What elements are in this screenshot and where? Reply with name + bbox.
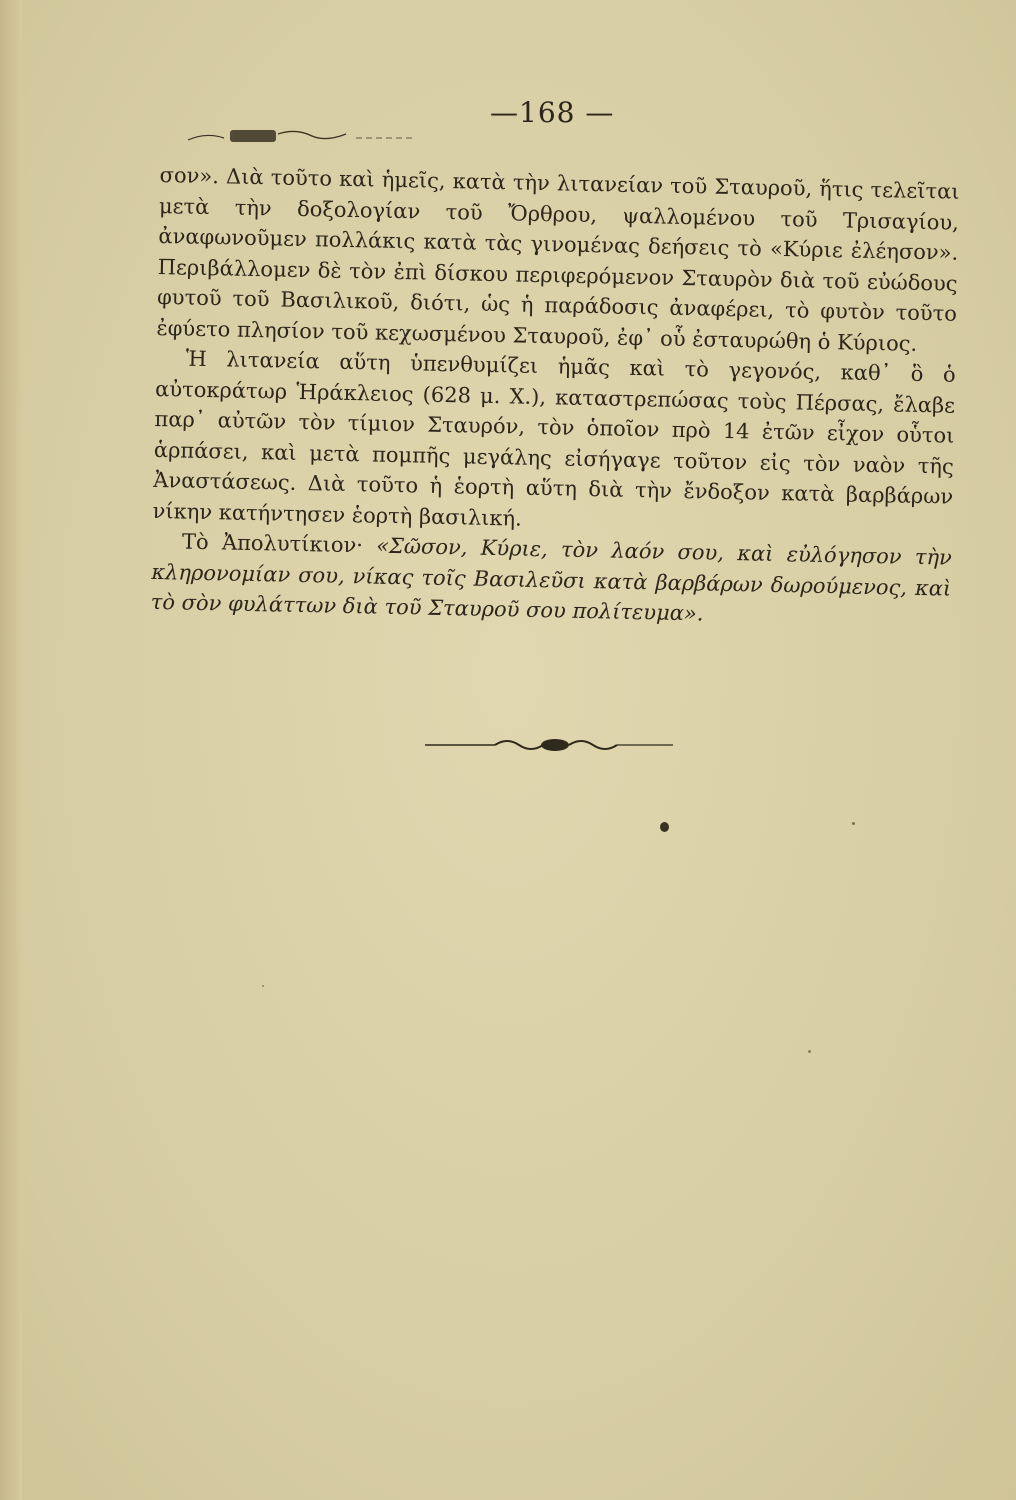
ink-speck [262,985,264,987]
ornament-scroll-icon [186,124,416,148]
page-number: —168 — [490,96,615,129]
ink-speck [852,822,855,825]
paragraph-heraclius: Ἡ λιτανεία αὕτη ὑπενθυμίζει ἡμᾶς καὶ τὸ γεγονός, καθ᾽ ὃ ὁ αὐτοκράτωρ Ἡράκλειος (628 μ. Χ.), καταστρεπώσας τοὺς Πέρσας, ἔλαβε παρ᾽ αὐτῶν τὸν τίμιον Σταυρόν, τὸν ὁποῖον πρὸ 14 ἐτῶν εἶχον οὗτοι ἁρπάσει, καὶ μετὰ πομπῆς μεγάλης εἰσήγαγε τοῦτον εἰς τὸν ναὸν τῆς Ἀναστάσεως. Διὰ τοῦτο ἡ ἑορτὴ αὕτη διὰ τὴν ἔνδοξον κατὰ βαρβάρων νίκην κατήντησεν ἑορτὴ βασιλική. [152,346,956,531]
paragraph-apolytikion [150,526,952,634]
page-edge-shadow [0,0,22,1500]
ink-speck [660,822,669,832]
apolytikion-hymn: «Σῶσον, Κύριε, τὸν λαόν σου, καὶ εὐλόγησον τὴν κληρονομίαν σου, νίκας τοῖς Βασιλεῦσι κατὰ βαρβάρων δωρούμενος, καὶ τὸ σὸν φυλάττων διὰ τοῦ Σταυροῦ σου πολίτευμα». [150,533,953,626]
ornament-divider-icon [425,732,675,758]
paragraph-litany: σον». Διὰ τοῦτο καὶ ἡμεῖς, κατὰ τὴν λιτανείαν τοῦ Σταυροῦ, ἥτις τελεῖται μετὰ τὴν δοξολογίαν τοῦ Ὄρθρου, ψαλλομένου τοῦ Τρισαγίου, ἀναφωνοῦμεν πολλάκις κατὰ τὰς γινομένας δεήσεις τὸ «Κύριε ἐλέησον». Περιβάλλομεν δὲ τὸν ἐπὶ δίσκου περιφερόμενον Σταυρὸν διὰ τοῦ εὐώδους φυτοῦ τοῦ Βασιλικοῦ, διότι, ὡς ἡ παράδοσις ἀναφέρει, τὸ φυτὸν τοῦτο ἐφύετο πλησίον τοῦ κεχωσμένου Σταυροῦ, ἐφ᾽ οὗ ἐσταυρώθη ὁ Κύριος. [156,162,960,356]
ink-speck [808,1050,811,1053]
text-block [150,160,959,634]
apolytikion-label: Τὸ Ἀπολυτίκιον· [181,529,364,558]
